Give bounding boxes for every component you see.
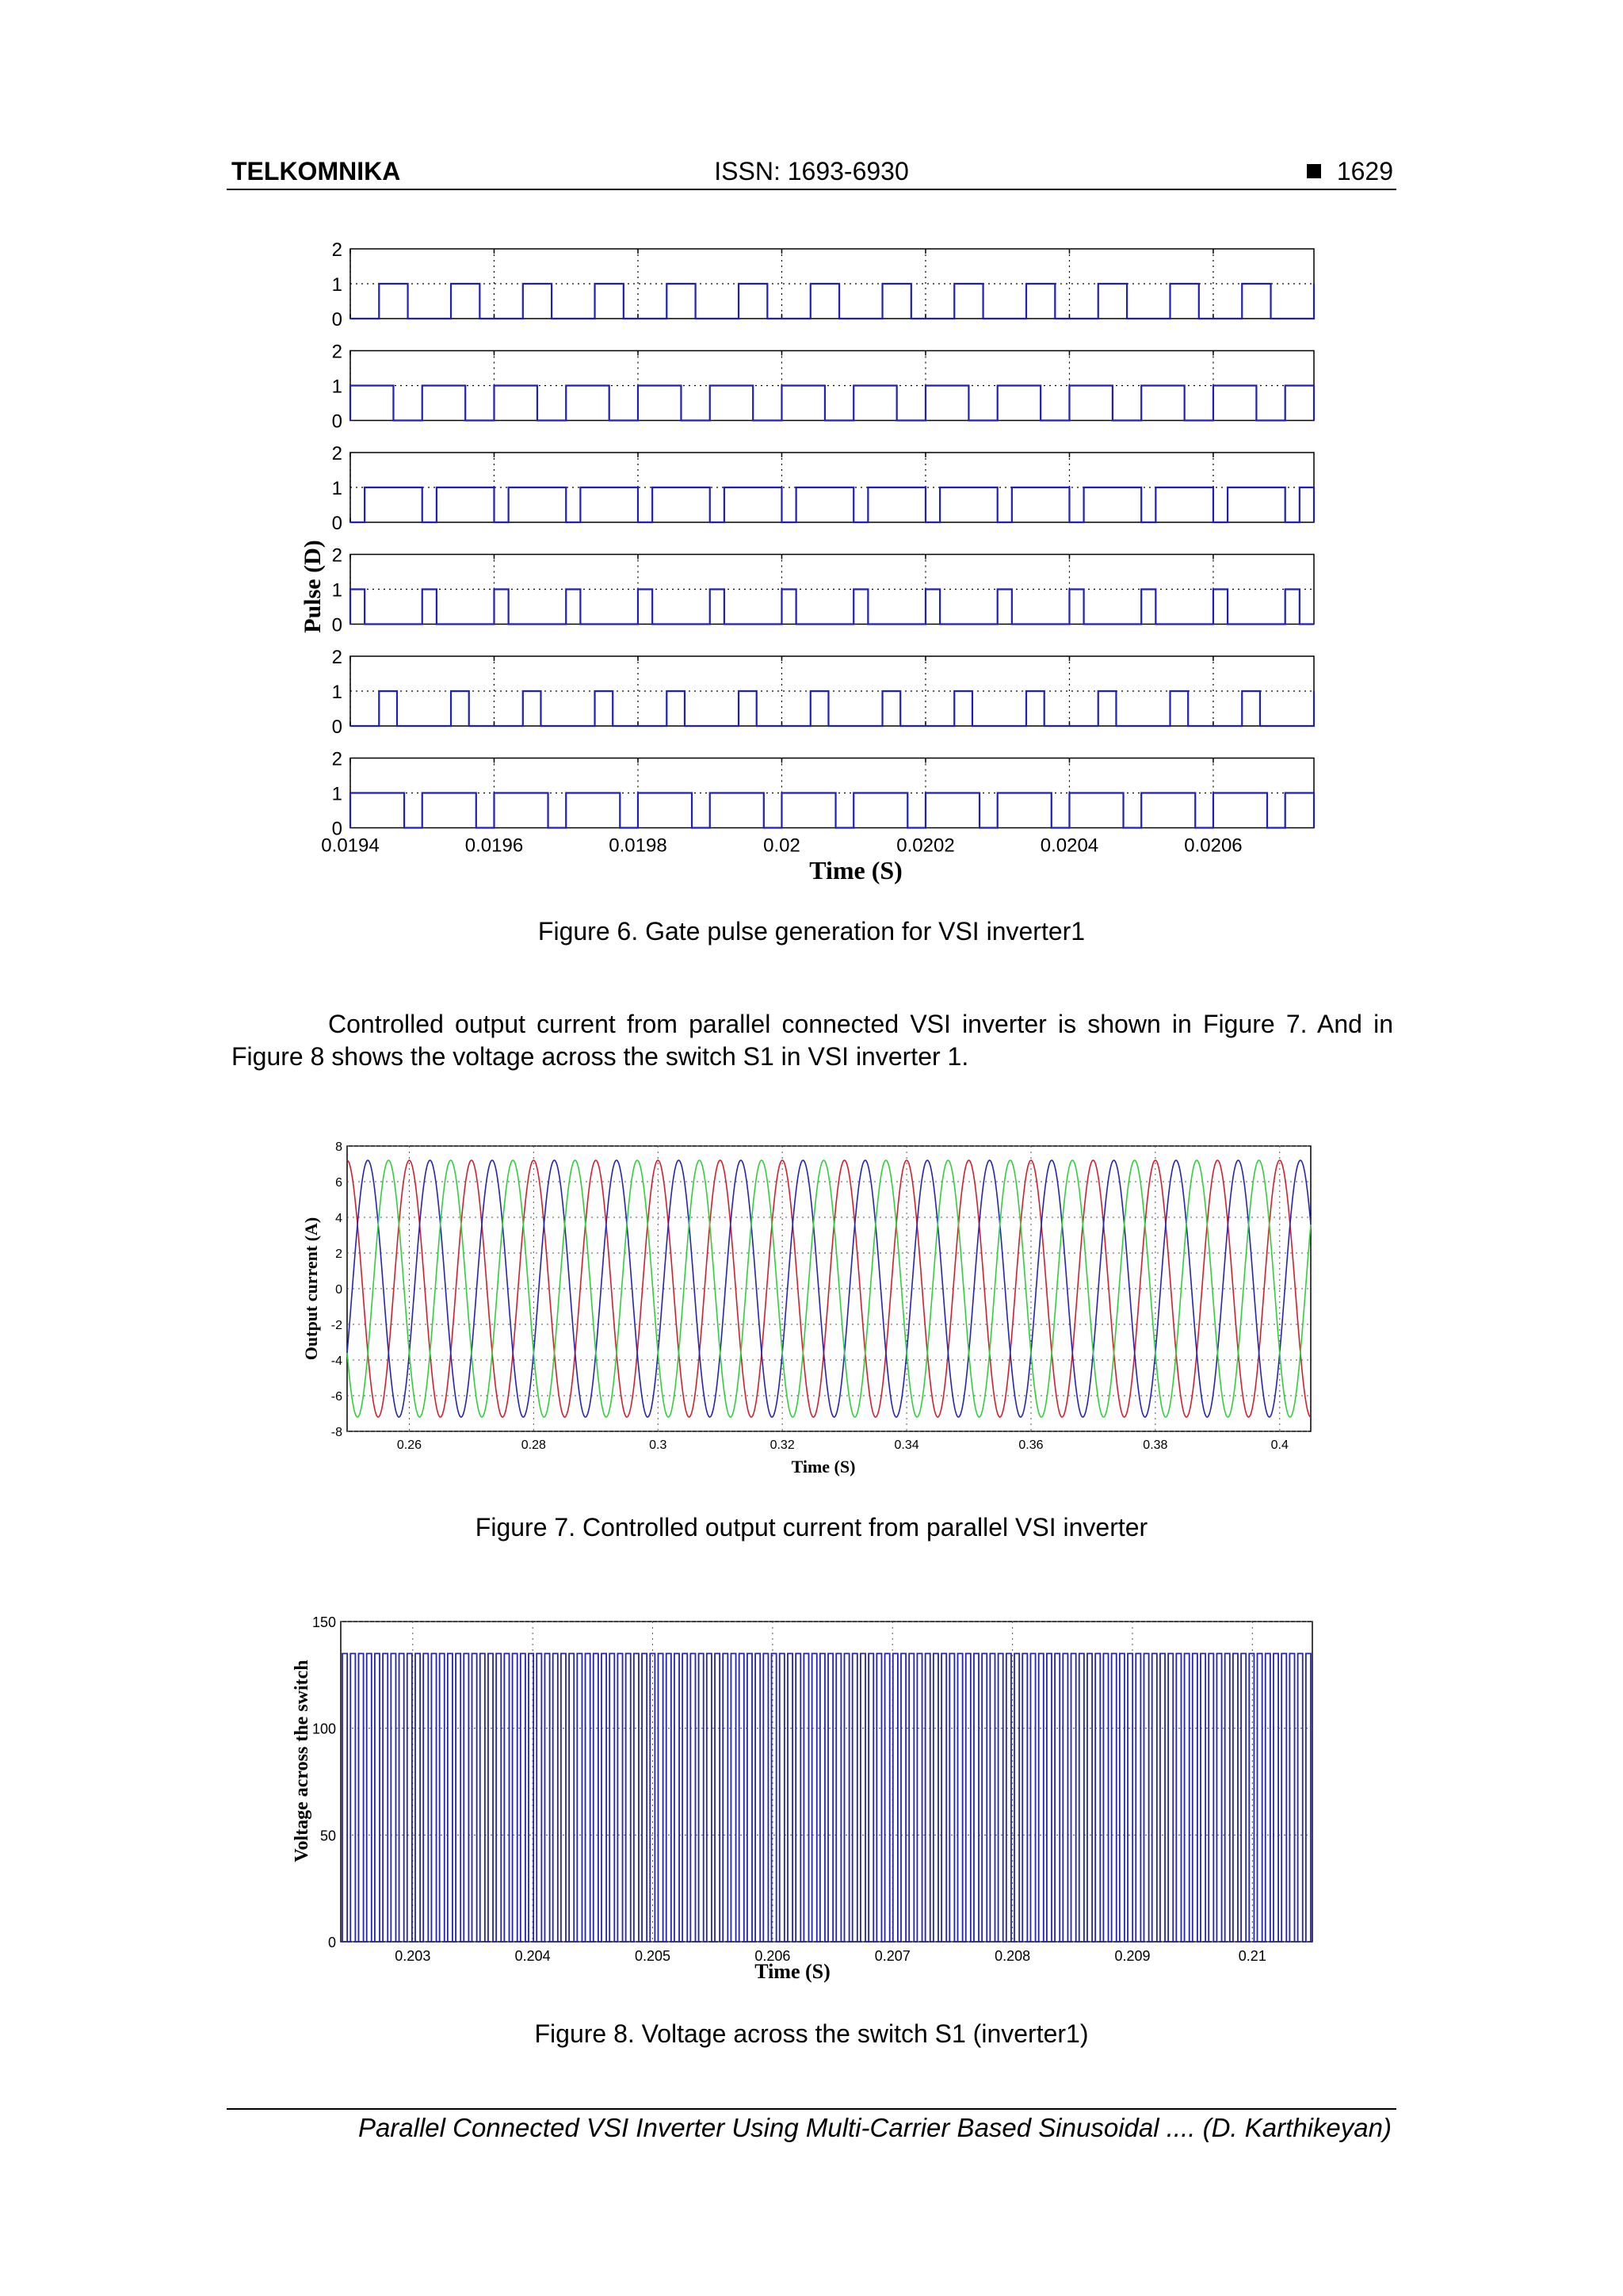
fig7-y-tick-label: -2: [330, 1319, 342, 1332]
fig6-y-tick-label: 0: [331, 411, 342, 433]
fig6-x-tick-label: 0.0206: [1184, 835, 1243, 857]
fig8-y-tick-label: 150: [311, 1614, 336, 1630]
fig7-x-tick-label: 0.4: [1270, 1438, 1289, 1452]
page-number: 1629: [1336, 157, 1393, 185]
fig8-x-tick-label: 0.203: [395, 1948, 431, 1964]
fig6-y-tick-label: 2: [331, 748, 342, 770]
fig7-y-tick-label: 0: [335, 1283, 342, 1297]
fig6-x-tick-label: 0.0204: [1040, 835, 1099, 857]
fig6-x-tick-label: 0.0202: [896, 835, 955, 857]
fig6-y-tick-label: 1: [331, 579, 342, 602]
fig7-x-tick-label: 0.36: [1018, 1438, 1044, 1452]
fig7-x-tick-label: 0.32: [769, 1438, 795, 1452]
fig7-x-tick-label: 0.28: [521, 1438, 546, 1452]
figure-8-caption: Figure 8. Voltage across the switch S1 (inverter1): [534, 2019, 1089, 2048]
fig6-y-tick-label: 1: [331, 478, 342, 499]
fig7-x-tick-label: 0.3: [649, 1438, 667, 1452]
fig6-x-axis-label: Time (S): [809, 856, 903, 884]
fig8-y-tick-label: 0: [327, 1935, 336, 1950]
footer-text: Parallel Connected VSI Inverter Using Multi-Carrier Based Sinusoidal .... (D. Karthikeyan): [357, 2113, 1392, 2142]
fig6-y-tick-label: 1: [331, 682, 342, 703]
fig7-y-tick-label: 6: [335, 1176, 342, 1190]
fig6-pulse-series-6: [350, 793, 1314, 828]
fig6-y-tick-label: 1: [331, 783, 342, 805]
fig6-pulse-series-3: [350, 487, 1314, 522]
fig6-pulse-series-5: [350, 691, 1314, 726]
fig6-x-tick-label: 0.02: [763, 835, 800, 857]
fig8-x-tick-label: 0.204: [514, 1948, 551, 1964]
issn: ISSN: 1693-6930: [714, 157, 909, 185]
body-paragraph: [231, 1008, 1393, 1073]
fig6-pulse-series-1: [350, 284, 1314, 319]
fig6-y-axis-label: Pulse (D): [300, 540, 326, 633]
fig8-x-tick-label: 0.205: [635, 1948, 671, 1964]
fig8-y-tick-label: 100: [311, 1721, 336, 1737]
fig6-pulse-series-4: [350, 590, 1314, 625]
figure-7-chart: [293, 1133, 1323, 1482]
fig8-x-tick-label: 0.207: [874, 1948, 911, 1964]
fig6-y-tick-label: 2: [331, 239, 342, 261]
fig6-y-tick-label: 0: [331, 716, 342, 738]
fig7-y-tick-label: 4: [335, 1212, 342, 1225]
paragraph-text: Controlled output current from parallel connected VSI inverter is shown in Figure 7. And in Figure 8 shows the voltage across the switch S1 in VSI inverter 1.: [231, 1010, 1393, 1071]
fig6-x-tick-label: 0.0194: [321, 835, 380, 857]
fig7-x-tick-label: 0.38: [1143, 1438, 1168, 1452]
fig6-y-tick-label: 0: [331, 513, 342, 534]
fig7-x-tick-label: 0.26: [396, 1438, 422, 1452]
fig8-y-tick-label: 50: [319, 1828, 336, 1844]
fig6-x-tick-label: 0.0196: [464, 835, 524, 857]
fig8-x-tick-label: 0.21: [1238, 1948, 1266, 1964]
fig6-y-tick-label: 2: [331, 443, 342, 464]
journal-name: TELKOMNIKA: [231, 157, 401, 185]
page-number-block: [1307, 155, 1393, 187]
fig6-pulse-series-2: [350, 386, 1314, 421]
fig8-plot-frame: [341, 1622, 1312, 1942]
fig6-y-tick-label: 2: [331, 341, 342, 363]
fig7-x-axis-label: Time (S): [791, 1457, 856, 1477]
fig6-y-tick-label: 0: [331, 614, 342, 636]
fig7-y-tick-label: -8: [330, 1426, 342, 1439]
fig8-x-tick-label: 0.209: [1114, 1948, 1151, 1964]
fig6-x-tick-label: 0.0198: [609, 835, 667, 857]
fig6-y-tick-label: 0: [331, 309, 342, 330]
figure-6-caption: Figure 6. Gate pulse generation for VSI inverter1: [537, 917, 1086, 946]
footer-rule: [227, 2108, 1396, 2110]
fig8-x-tick-label: 0.208: [995, 1948, 1031, 1964]
fig7-y-axis-label: Output current (A): [301, 1217, 321, 1361]
figure-8-chart: [285, 1609, 1331, 1989]
fig6-y-tick-label: 1: [331, 274, 342, 296]
fig7-y-tick-label: -6: [330, 1390, 342, 1404]
fig6-y-tick-label: 1: [331, 376, 342, 398]
header-rule: [227, 189, 1396, 190]
figure-6-chart: [293, 238, 1331, 888]
fig8-y-axis-label: Voltage across the switch: [292, 1660, 312, 1862]
fig8-x-axis-label: Time (S): [754, 1960, 831, 1983]
fig8-x-tick-label: 0.206: [754, 1948, 791, 1964]
fig6-y-tick-label: 0: [331, 818, 342, 840]
fig7-x-tick-label: 0.34: [894, 1438, 919, 1452]
fig7-y-tick-label: 2: [335, 1247, 342, 1261]
figure-7-caption: Figure 7. Controlled output current from parallel VSI inverter: [475, 1513, 1148, 1541]
fig6-y-tick-label: 2: [331, 647, 342, 668]
fig7-y-tick-label: -4: [330, 1354, 342, 1368]
square-bullet-icon: [1307, 164, 1321, 178]
fig6-y-tick-label: 2: [331, 544, 342, 567]
fig7-y-tick-label: 8: [335, 1140, 342, 1154]
